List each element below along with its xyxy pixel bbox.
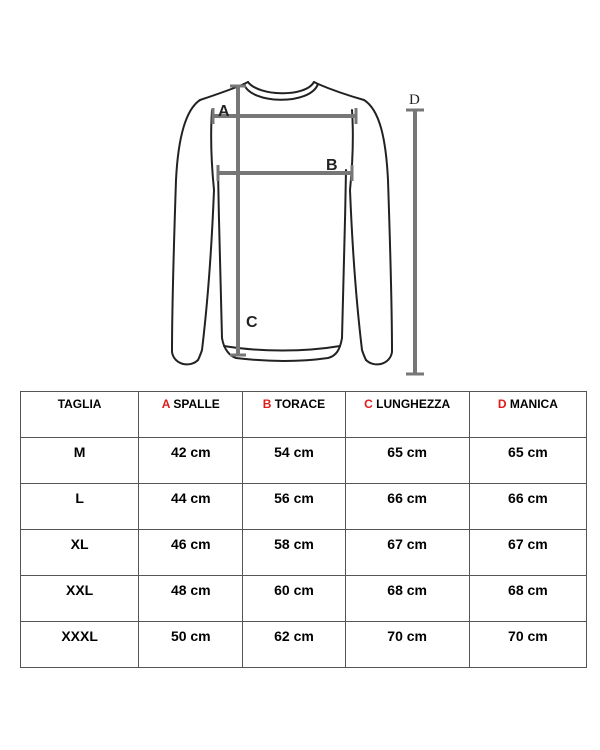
table-row [21, 438, 587, 484]
header-torace-letter: B [262, 397, 272, 411]
cell-spalle: 42 cm [139, 438, 243, 484]
header-spalle-text: SPALLE [170, 397, 220, 411]
cell-lunghezza: 70 cm [345, 622, 469, 668]
cell-manica: 65 cm [469, 438, 586, 484]
label-c: C [246, 314, 258, 331]
cell-size: XXXL [21, 622, 139, 668]
cell-size: XXL [21, 576, 139, 622]
cell-torace: 56 cm [243, 484, 345, 530]
sweater-outline [172, 82, 392, 364]
size-table [20, 391, 587, 668]
header-lunghezza-text: LUNGHEZZA [372, 397, 451, 411]
header-torace [243, 392, 345, 438]
cell-size: XL [21, 530, 139, 576]
header-taglia-text: TAGLIA [57, 397, 102, 411]
cell-torace: 58 cm [243, 530, 345, 576]
header-taglia [21, 392, 139, 438]
measure-line-d [406, 110, 424, 374]
header-spalle [139, 392, 243, 438]
header-lunghezza-letter: C [364, 397, 373, 411]
cell-torace: 54 cm [243, 438, 345, 484]
label-a: A [218, 103, 230, 120]
header-manica-text: MANICA [506, 397, 558, 411]
table-row [21, 530, 587, 576]
cell-torace: 62 cm [243, 622, 345, 668]
table-row [21, 484, 587, 530]
cell-spalle: 50 cm [139, 622, 243, 668]
cell-size: M [21, 438, 139, 484]
cell-manica: 67 cm [469, 530, 586, 576]
cell-lunghezza: 65 cm [345, 438, 469, 484]
cell-spalle: 48 cm [139, 576, 243, 622]
header-manica [469, 392, 586, 438]
table-row [21, 622, 587, 668]
cell-spalle: 44 cm [139, 484, 243, 530]
label-b: B [326, 157, 338, 174]
header-spalle-letter: A [161, 397, 171, 411]
cell-lunghezza: 66 cm [345, 484, 469, 530]
header-lunghezza [345, 392, 469, 438]
cell-lunghezza: 68 cm [345, 576, 469, 622]
cell-spalle: 46 cm [139, 530, 243, 576]
cell-manica: 66 cm [469, 484, 586, 530]
header-torace-text: TORACE [271, 397, 326, 411]
cell-manica: 70 cm [469, 622, 586, 668]
table-row [21, 576, 587, 622]
header-manica-letter: D [497, 397, 507, 411]
cell-torace: 60 cm [243, 576, 345, 622]
table-header-row [21, 392, 587, 438]
measure-line-c [230, 86, 246, 355]
cell-size: L [21, 484, 139, 530]
cell-manica: 68 cm [469, 576, 586, 622]
label-d: D [409, 92, 420, 108]
measure-line-a [213, 108, 356, 124]
cell-lunghezza: 67 cm [345, 530, 469, 576]
